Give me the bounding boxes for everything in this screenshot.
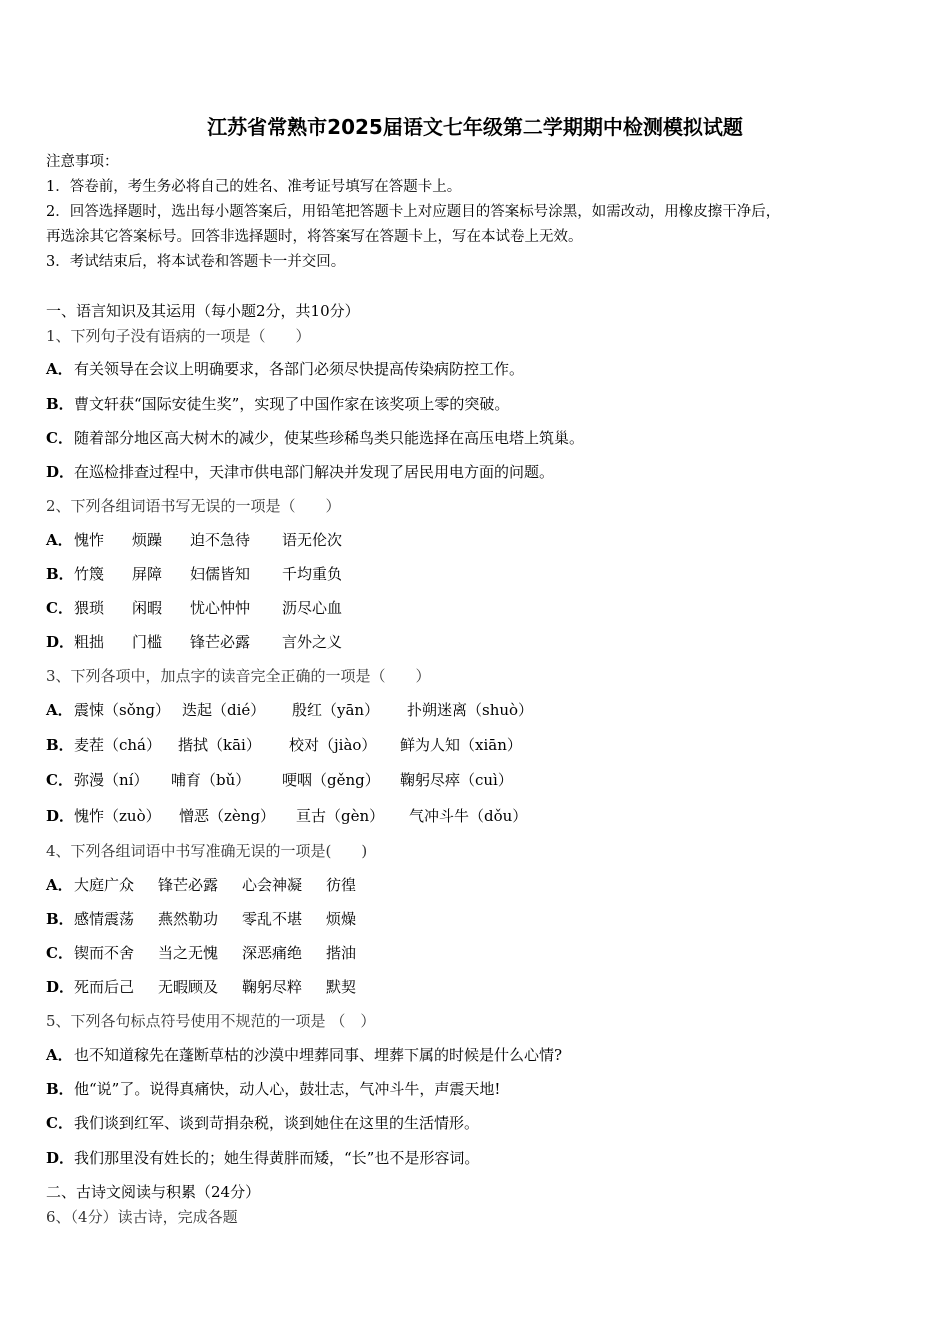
option-word: 闲暇 (132, 599, 163, 617)
option-label: B． (46, 1080, 74, 1098)
question-stem: 6、（4分）读古诗，完成各题 (46, 1208, 238, 1226)
question-stem: 2、下列各组词语书写无误的一项是（ ） (46, 497, 341, 515)
option-word: 门槛 (132, 633, 163, 651)
option-row (46, 597, 342, 619)
option-word: 憎恶（zèng） (179, 807, 276, 825)
option-label: B． (46, 395, 74, 413)
option-word: 零乱不堪 (242, 910, 303, 928)
option-word: 心会神凝 (242, 876, 303, 894)
option-word: 沥尽心血 (282, 599, 343, 617)
option-row (46, 734, 522, 756)
option-text: 在巡检排查过程中，天津市供电部门解决并发现了居民用电方面的问题。 (74, 463, 555, 481)
option-text: 他“说”了。说得真痛快，动人心，鼓壮志，气冲斗牛，声震天地! (74, 1080, 501, 1098)
option-word: 鞠躬尽粹 (242, 978, 303, 996)
option-label: B． (46, 736, 74, 754)
option-word: 鲜为人知（xiān） (400, 736, 522, 754)
option-row (46, 393, 509, 415)
option-word: 锋芒必露 (158, 876, 219, 894)
notice-item: 3．考试结束后，将本试卷和答题卡一并交回。 (46, 254, 346, 270)
option-label: A． (46, 360, 73, 378)
option-row (46, 427, 584, 449)
option-word: 竹篾 (74, 565, 105, 583)
option-row (46, 908, 356, 930)
option-word: 揩拭（kāi） (178, 736, 261, 754)
option-word: 言外之义 (282, 633, 343, 651)
option-word: 屏障 (132, 565, 163, 583)
option-word: 彷徨 (326, 876, 357, 894)
notice-item: 1．答卷前，考生务必将自己的姓名、准考证号填写在答题卡上。 (46, 179, 462, 195)
option-label: A． (46, 531, 73, 549)
option-word: 语无伦次 (282, 531, 343, 549)
notice-item: 2．回答选择题时，选出每小题答案后，用铅笔把答题卡上对应题目的答案标号涂黑，如需改动，用橡皮擦干净后， (46, 204, 781, 220)
option-word: 气冲斗牛（dǒu） (409, 807, 528, 825)
question-stem: 5、下列各句标点符号使用不规范的一项是 （ ） (46, 1012, 376, 1030)
option-word: 麦茬（chá） (74, 736, 162, 754)
option-label: D． (46, 807, 75, 825)
option-label: D． (46, 978, 75, 996)
option-label: C． (46, 944, 73, 962)
option-row (46, 1147, 479, 1169)
option-word: 烦燥 (326, 910, 357, 928)
section-heading: 一、语言知识及其运用（每小题2分，共10分） (46, 302, 360, 320)
option-word: 默契 (326, 978, 357, 996)
option-word: 鞠躬尽瘁（cuì） (400, 771, 513, 789)
option-row (46, 461, 554, 483)
notice-item: 再选涂其它答案标号。回答非选择题时，将答案写在答题卡上，写在本试卷上无效。 (46, 229, 583, 245)
option-label: C． (46, 771, 73, 789)
option-word: 燕然勒功 (158, 910, 219, 928)
option-row (46, 699, 533, 721)
option-word: 深恶痛绝 (242, 944, 303, 962)
notice-heading: 注意事项： (46, 154, 119, 170)
option-word: 哺育（bǔ） (171, 771, 251, 789)
option-row (46, 769, 513, 791)
option-word: 死而后己 (74, 978, 135, 996)
option-word: 烦躁 (132, 531, 163, 549)
option-text: 我们谈到红军、谈到苛捐杂税，谈到她住在这里的生活情形。 (74, 1114, 480, 1132)
option-row (46, 529, 342, 551)
question-stem: 4、下列各组词语中书写准确无误的一项是( ) (46, 842, 368, 860)
option-word: 粗拙 (74, 633, 105, 651)
option-label: D． (46, 1149, 75, 1167)
question-stem: 1、下列句子没有语病的一项是（ ） (46, 327, 311, 345)
option-row (46, 358, 524, 380)
option-label: C． (46, 599, 73, 617)
option-text: 我们那里没有姓长的；她生得黄胖而矮，“长”也不是形容词。 (74, 1149, 480, 1167)
option-word: 当之无愧 (158, 944, 219, 962)
page-title: 江苏省常熟市2025届语文七年级第二学期期中检测模拟试题 (207, 115, 743, 139)
option-text: 有关领导在会议上明确要求，各部门必须尽快提高传染病防控工作。 (74, 360, 525, 378)
option-label: A． (46, 876, 73, 894)
option-word: 殷红（yān） (292, 701, 380, 719)
option-text: 也不知道稼先在蓬断草枯的沙漠中埋葬同事、埋葬下属的时候是什么心情? (74, 1046, 563, 1064)
option-label: D． (46, 633, 75, 651)
option-row (46, 1044, 562, 1066)
option-row (46, 563, 342, 585)
option-row (46, 631, 342, 653)
option-row (46, 1112, 479, 1134)
option-text: 曹文轩获“国际安徒生奖”，实现了中国作家在该奖项上零的突破。 (74, 395, 510, 413)
option-word: 迭起（dié） (182, 701, 266, 719)
option-word: 锲而不舍 (74, 944, 135, 962)
option-word: 哽咽（gěng） (282, 771, 380, 789)
section-heading: 二、古诗文阅读与积累（24分） (46, 1183, 261, 1201)
option-word: 无暇顾及 (158, 978, 219, 996)
option-label: A． (46, 1046, 73, 1064)
option-word: 大庭广众 (74, 876, 135, 894)
option-word: 迫不急待 (190, 531, 251, 549)
option-label: C． (46, 429, 73, 447)
option-label: B． (46, 565, 74, 583)
option-word: 感情震荡 (74, 910, 135, 928)
option-word: 千均重负 (282, 565, 343, 583)
option-row (46, 874, 356, 896)
question-stem: 3、下列各项中，加点字的读音完全正确的一项是（ ） (46, 667, 431, 685)
option-word: 忧心忡忡 (190, 599, 251, 617)
option-row (46, 1078, 500, 1100)
option-word: 弥漫（ní） (74, 771, 149, 789)
option-label: C． (46, 1114, 73, 1132)
option-row (46, 942, 356, 964)
option-word: 锋芒必露 (190, 633, 251, 651)
option-label: A． (46, 701, 73, 719)
option-word: 扑朔迷离（shuò） (407, 701, 534, 719)
option-word: 愧怍 (74, 531, 105, 549)
option-row (46, 805, 527, 827)
option-text: 随着部分地区高大树木的减少，使某些珍稀鸟类只能选择在高压电塔上筑巢。 (74, 429, 585, 447)
option-word: 亘古（gèn） (296, 807, 385, 825)
option-label: D． (46, 463, 75, 481)
option-word: 揩油 (326, 944, 357, 962)
option-word: 愧怍（zuò） (74, 807, 161, 825)
option-word: 妇儒皆知 (190, 565, 251, 583)
option-word: 猥琐 (74, 599, 105, 617)
option-row (46, 976, 356, 998)
option-word: 校对（jiào） (289, 736, 377, 754)
option-word: 震悚（sǒnɡ） (74, 701, 170, 719)
option-label: B． (46, 910, 74, 928)
